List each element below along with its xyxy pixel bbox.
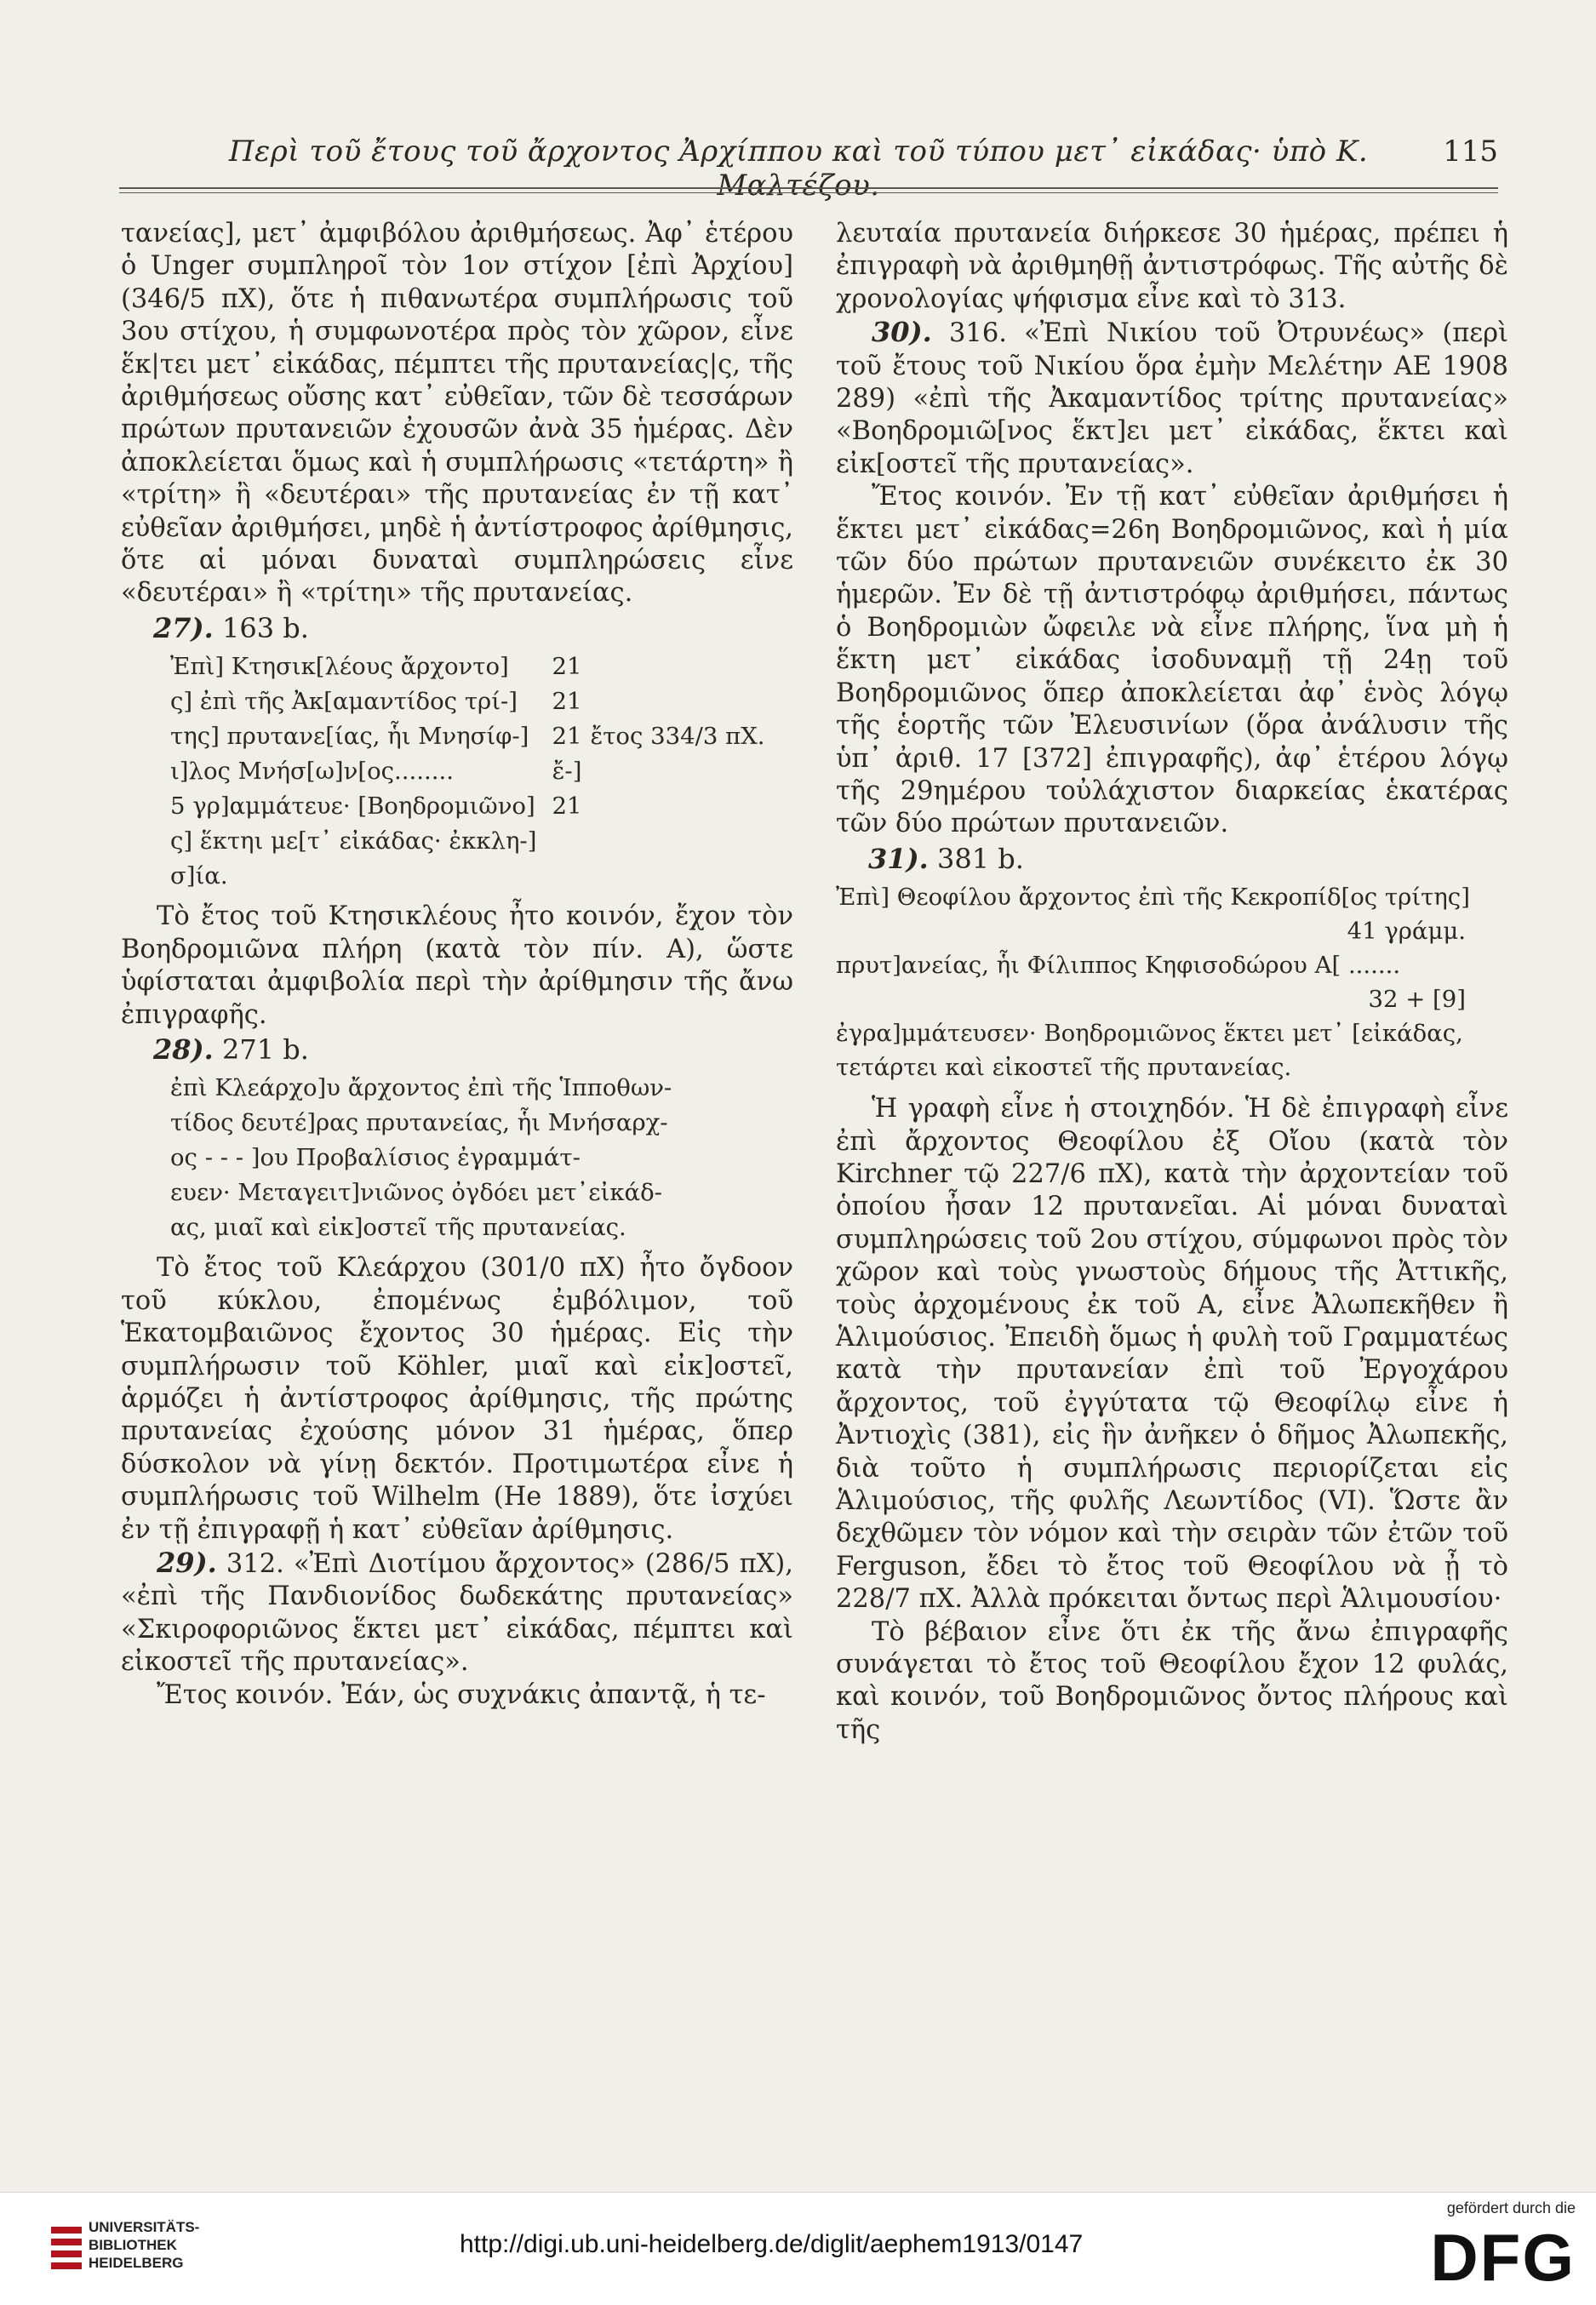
right-column <box>836 218 1508 1747</box>
inscription-text: σ]ία. <box>170 862 228 890</box>
inscription-note <box>581 684 764 719</box>
paragraph: Τὸ βέβαιον εἶνε ὅτι ἐκ τῆς ἄνω ἐπιγραφῆς συνάγεται τὸ ἔτος τοῦ Θεοφίλου ἔχον 12 φυλάς, καὶ κοινόν, τοῦ Βοηδρομιῶνος ὄντος πλήρους καὶ τῆς <box>836 1616 1508 1745</box>
entry-number: 29). <box>157 1546 217 1579</box>
inscription-text: Ἐπὶ] Κτησικ[λέους ἄρχοντο] <box>170 653 509 681</box>
inscription-note <box>581 859 764 894</box>
inscription-line <box>170 719 765 754</box>
entry-reference: 381 b. <box>936 842 1024 875</box>
letter-count <box>536 859 581 894</box>
letter-count: 21 <box>552 688 582 716</box>
inscription-line: ἐγρα]μμάτευσεν· Βοηδρομιῶνος ἕκτει μετ᾽ [εἰκάδας, τετάρτει καὶ εἰκοστεῖ τῆς πρυτανείας. <box>836 1020 1463 1082</box>
letter-count: 41 γράμμ. <box>1347 918 1466 946</box>
inscription-line: τίδος δευτέ]ρας πρυτανείας, ἧι Μνήσαρχ- <box>170 1109 668 1137</box>
entry-heading-27 <box>153 612 793 644</box>
inscription-28 <box>170 1071 793 1245</box>
inscription-note <box>581 649 764 684</box>
inscription-text: ς] ἐπὶ τῆς Ἀκ[αμαντίδος τρί-] <box>170 688 518 716</box>
inscription-note <box>581 824 764 859</box>
entry-number: 30). <box>872 316 932 349</box>
inscription-line: πρυτ]ανείας, ἧι Φίλιππος Κηφισοδώρου Α[ ....... <box>836 952 1401 980</box>
entry-heading-28 <box>153 1033 793 1066</box>
letter-count: 21 <box>552 653 582 681</box>
inscription-31 <box>836 880 1508 1084</box>
letter-count: 21 <box>552 792 582 821</box>
library-logo-icon <box>51 2227 82 2269</box>
inscription-line <box>170 754 765 789</box>
paragraph: Ἔτος κοινόν. Ἐάν, ὡς συχνάκις ἀπαντᾷ, ἡ τε- <box>157 1679 766 1710</box>
inscription-line: ος - - - ]ου Προβαλίσιος ἐγραμμάτ- <box>170 1144 581 1172</box>
footer-bar <box>0 2192 1596 2305</box>
header-rule-thin <box>119 192 1498 193</box>
inscription-line <box>170 684 765 719</box>
paragraph: Τὸ ἔτος τοῦ Κλεάρχου (301/0 πΧ) ἦτο ὄγδοον τοῦ κύκλου, ἐπομένως ἐμβόλιμον, τοῦ Ἑκατομβαιῶνος ἔχοντος 30 ἡμέρας. Εἰς τὴν συμπλήρωσιν τοῦ Köhler, μιαῖ καὶ εἰκ]οστεῖ, ἁρμόζει ἡ ἀντίστροφος ἀρίθμησις, τῆς πρώτης πρυτανείας ἐχούσης μόνον 31 ἡμέρας, ὅπερ δύσκολον νὰ γίνῃ δεκτόν. Προτιμωτέρα εἶνε ἡ συμπλήρωσις τοῦ Wilhelm (He 1889), ὅτε ἰσχύει ἐν τῇ ἐπιγραφῇ ἡ κατ᾽ εὐθεῖαν ἀρίθμησις. <box>121 1253 793 1545</box>
entry-text: 316. «Ἐπὶ Νικίου τοῦ Ὀτρυνέως» (περὶ τοῦ ἔτους τοῦ Νικίου ὅρα ἐμὴν Μελέτην ΑΕ 1908 289) «ἐπὶ τῆς Ἀκαμαντίδος τρίτης πρυτανείας» «Βοηδρομιῶ[νος ἕκτ]ει μετ᾽ εἰκάδας, ἕκτει καὶ εἰκ[οστεῖ τῆς πρυτανείας». <box>836 318 1508 479</box>
funding-label: gefördert durch die <box>1446 2199 1576 2216</box>
left-column <box>121 218 793 1712</box>
entry-number: 31). <box>868 842 929 875</box>
letter-count: ἔ-] <box>552 758 582 786</box>
paragraph: Ἔτος κοινόν. Ἐν τῇ κατ᾽ εὐθεῖαν ἀριθμήσει ἡ ἕκτει μετ᾽ εἰκάδας=26η Βοηδρομιῶνος, καὶ ἡ μία τῶν δύο πρώτων πρυτανειῶν συνέκειτο ἐκ 30 ἡμερῶν. Ἐν δὲ τῇ ἀντιστρόφῳ ἀριθμήσει, πάντως ὁ Βοηδρομιὼν ὤφειλε νὰ εἶνε πλήρης, ἵνα μὴ ἡ ἕκτη μετ᾽ εἰκάδας ἰσοδυναμῇ τῇ 24ῃ τοῦ Βοηδρομιῶνος ὅπερ ἀποκλείεται ἀφ᾽ ἑνὸς λόγῳ τῆς ἑορτῆς τῶν Ἐλευσινίων (ὅρα ἀνάλυσιν τῆς ὑπ᾽ ἀριθ. 17 [372] ἐπιγραφῆς), ἀφ᾽ ἑτέρου λόγῳ τῆς 29ημέρου τοὐλάχιστον διαρκείας ἑκατέρας τῶν δύο πρώτων πρυτανειῶν. <box>836 482 1508 839</box>
page-number: 115 <box>1443 134 1498 169</box>
inscription-27 <box>170 649 793 894</box>
entry-number: 27). <box>153 611 214 644</box>
source-url-link[interactable]: http://digi.ub.uni-heidelberg.de/diglit/aephem1913/0147 <box>460 2230 1084 2258</box>
inscription-text: 5 γρ]αμμάτευε· [Βοηδρομιῶνο] <box>170 792 535 821</box>
running-header <box>119 134 1498 203</box>
entry-heading-31 <box>868 843 1508 875</box>
letter-count: 32 + [9] <box>1368 986 1466 1014</box>
entry-reference: 163 b. <box>221 611 309 644</box>
paragraph: τανείας], μετ᾽ ἀμφιβόλου ἀριθμήσεως. Ἀφ᾽ ἑτέρου ὁ Unger συμπληροῖ τὸν 1ον στίχον [ἐπὶ Ἀρχίου] (346/5 πΧ), ὅτε ἡ πιθανωτέρα συμπλήρωσις τοῦ 3ου στίχου, ἡ συμφωνοτέρα πρὸς τὸν χῶρον, εἶνε ἕκ|τει μετ᾽ εἰκάδας, πέμπτει τῆς πρυτανείας|ς, τῆς ἀριθμήσεως οὔσης κατ᾽ εὐθεῖαν, τῶν δὲ τεσσάρων πρώτων πρυτανειῶν ἐχουσῶν ἀνὰ 35 ἡμέρας. Δὲν ἀποκλείεται ὅμως καὶ ἡ συμπλήρωσις «τετάρτη» ἢ «τρίτη» ἢ «δευτέραι» τῆς πρυτανείας ἐν τῇ κατ᾽ εὐθεῖαν ἀριθμήσει, μηδὲ ἡ ἀντίστροφος ἀρίθμησις, ὅτε αἱ μόναι δυναταὶ συμπληρώσεις εἶνε «δευτέραι» ἢ «τρίτηι» τῆς πρυτανείας. <box>121 219 793 609</box>
inscription-line: Ἐπὶ] Θεοφίλου ἄρχοντος ἐπὶ τῆς Κεκροπίδ[ος τρίτης] <box>836 884 1470 912</box>
inscription-line <box>170 789 765 824</box>
library-name: UNIVERSITÄTS- BIBLIOTHEK HEIDELBERG <box>89 2219 200 2271</box>
inscription-table <box>170 649 765 894</box>
entry-29 <box>121 1547 793 1679</box>
paragraph: Τὸ ἔτος τοῦ Κτησικλέους ἦτο κοινόν, ἔχον τὸν Βοηδρομιῶνα πλήρη (κατὰ τὸν πίν. Α), ὥστε ὑφίσταται ἀμφιβολία περὶ τὴν ἀρίθμησιν τῆς ἄνω ἐπιγραφῆς. <box>121 901 793 1030</box>
entry-text: 312. «Ἐπὶ Διοτίμου ἄρχοντος» (286/5 πΧ), «ἐπὶ τῆς Πανδιονίδος δωδεκάτης πρυτανείας» «Σκιροφοριῶνος ἕκτει μετ᾽ εἰκάδας, πέμπτει καὶ εἰκοστεῖ τῆς πρυτανείας». <box>121 1548 793 1678</box>
header-rule <box>119 187 1498 189</box>
entry-30 <box>836 316 1508 481</box>
inscription-text: ς] ἕκτηι με[τ᾽ εἰκάδας· ἐκκλη-] <box>170 827 537 855</box>
inscription-line <box>170 859 765 894</box>
entry-number: 28). <box>153 1032 214 1066</box>
paragraph: λευταία πρυτανεία διήρκεσε 30 ἡμέρας, πρέπει ἡ ἐπιγραφὴ νὰ ἀριθμηθῇ ἀντιστρόφως. Τῆς αὐτῆς δὲ χρονολογίας ψήφισμα εἶνε καὶ τὸ 313. <box>836 219 1508 314</box>
inscription-text: ι]λος Μνήσ[ω]ν[ος........ <box>170 758 454 786</box>
inscription-line <box>170 649 765 684</box>
inscription-note: ἔτος 334/3 πΧ. <box>590 723 765 751</box>
paragraph: Ἡ γραφὴ εἶνε ἡ στοιχηδόν. Ἡ δὲ ἐπιγραφὴ εἶνε ἐπὶ ἄρχοντος Θεοφίλου ἐξ Οἴου (κατὰ τὸν Kirchner τῷ 227/6 πΧ), κατὰ τὴν ἀρχοντείαν τοῦ ὁποίου ἦσαν 12 πρυτανεῖαι. Αἱ μόναι δυναταὶ συμπληρώσεις τοῦ 2ου στίχου, σύμφωνοι πρὸς τὸν χῶρον καὶ τοὺς γνωστοὺς δήμους τῆς Ἀττικῆς, τοὺς ἀρχομένους ἐκ τοῦ Α, εἶνε Ἀλωπεκῆθεν ἢ Ἁλιμούσιος. Ἐπειδὴ ὅμως ἡ φυλὴ τοῦ Γραμματέως κατὰ τὴν πρυτανείαν ἐπὶ τοῦ Ἐργοχάρου ἄρχοντος, τοῦ ἐγγύτατα τῷ Θεοφίλῳ εἶνε ἡ Ἀντιοχὶς (381), εἰς ἣν ἀνῆκεν ὁ δῆμος Ἀλωπεκῆς, διὰ τοῦτο ἡ συμπλήρωσις περιορίζεται εἰς Ἁλιμούσιος, τῆς φυλῆς Λεωντίδος (VI). Ὥστε ἂν δεχθῶμεν τὸν νόμον καὶ τὴν σειρὰν τῶν ἐτῶν τοῦ Ferguson, ἔδει τὸ ἔτος τοῦ Θεοφίλου νὰ ᾖ τὸ 228/7 πΧ. Ἀλλὰ πρόκειται ὄντως περὶ Ἁλιμουσίου· <box>836 1094 1508 1615</box>
letter-count <box>536 824 581 859</box>
entry-reference: 271 b. <box>221 1032 309 1066</box>
inscription-line: ἐπὶ Κλεάρχο]υ ἄρχοντος ἐπὶ τῆς Ἱπποθων- <box>170 1074 672 1102</box>
inscription-note <box>581 754 764 789</box>
inscription-line <box>170 824 765 859</box>
header-title: Περὶ τοῦ ἔτους τοῦ ἄρχοντος Ἀρχίππου καὶ τοῦ τύπου μετ᾽ εἰκάδας· ὑπὸ Κ. Μαλτέζου. <box>228 134 1369 203</box>
inscription-line: ευεν· Μεταγειτ]νιῶνος ὀγδόει μετ᾽εἰκάδ- <box>170 1179 662 1207</box>
dfg-logo: DFG <box>1430 2220 1576 2295</box>
inscription-line: ας, μιαῖ καὶ εἰκ]οστεῖ τῆς πρυτανείας. <box>170 1214 626 1242</box>
inscription-text: της] πρυτανε[ίας, ἧι Μνησίφ-] <box>170 723 529 751</box>
letter-count: 21 <box>552 723 582 751</box>
inscription-note <box>581 789 764 824</box>
